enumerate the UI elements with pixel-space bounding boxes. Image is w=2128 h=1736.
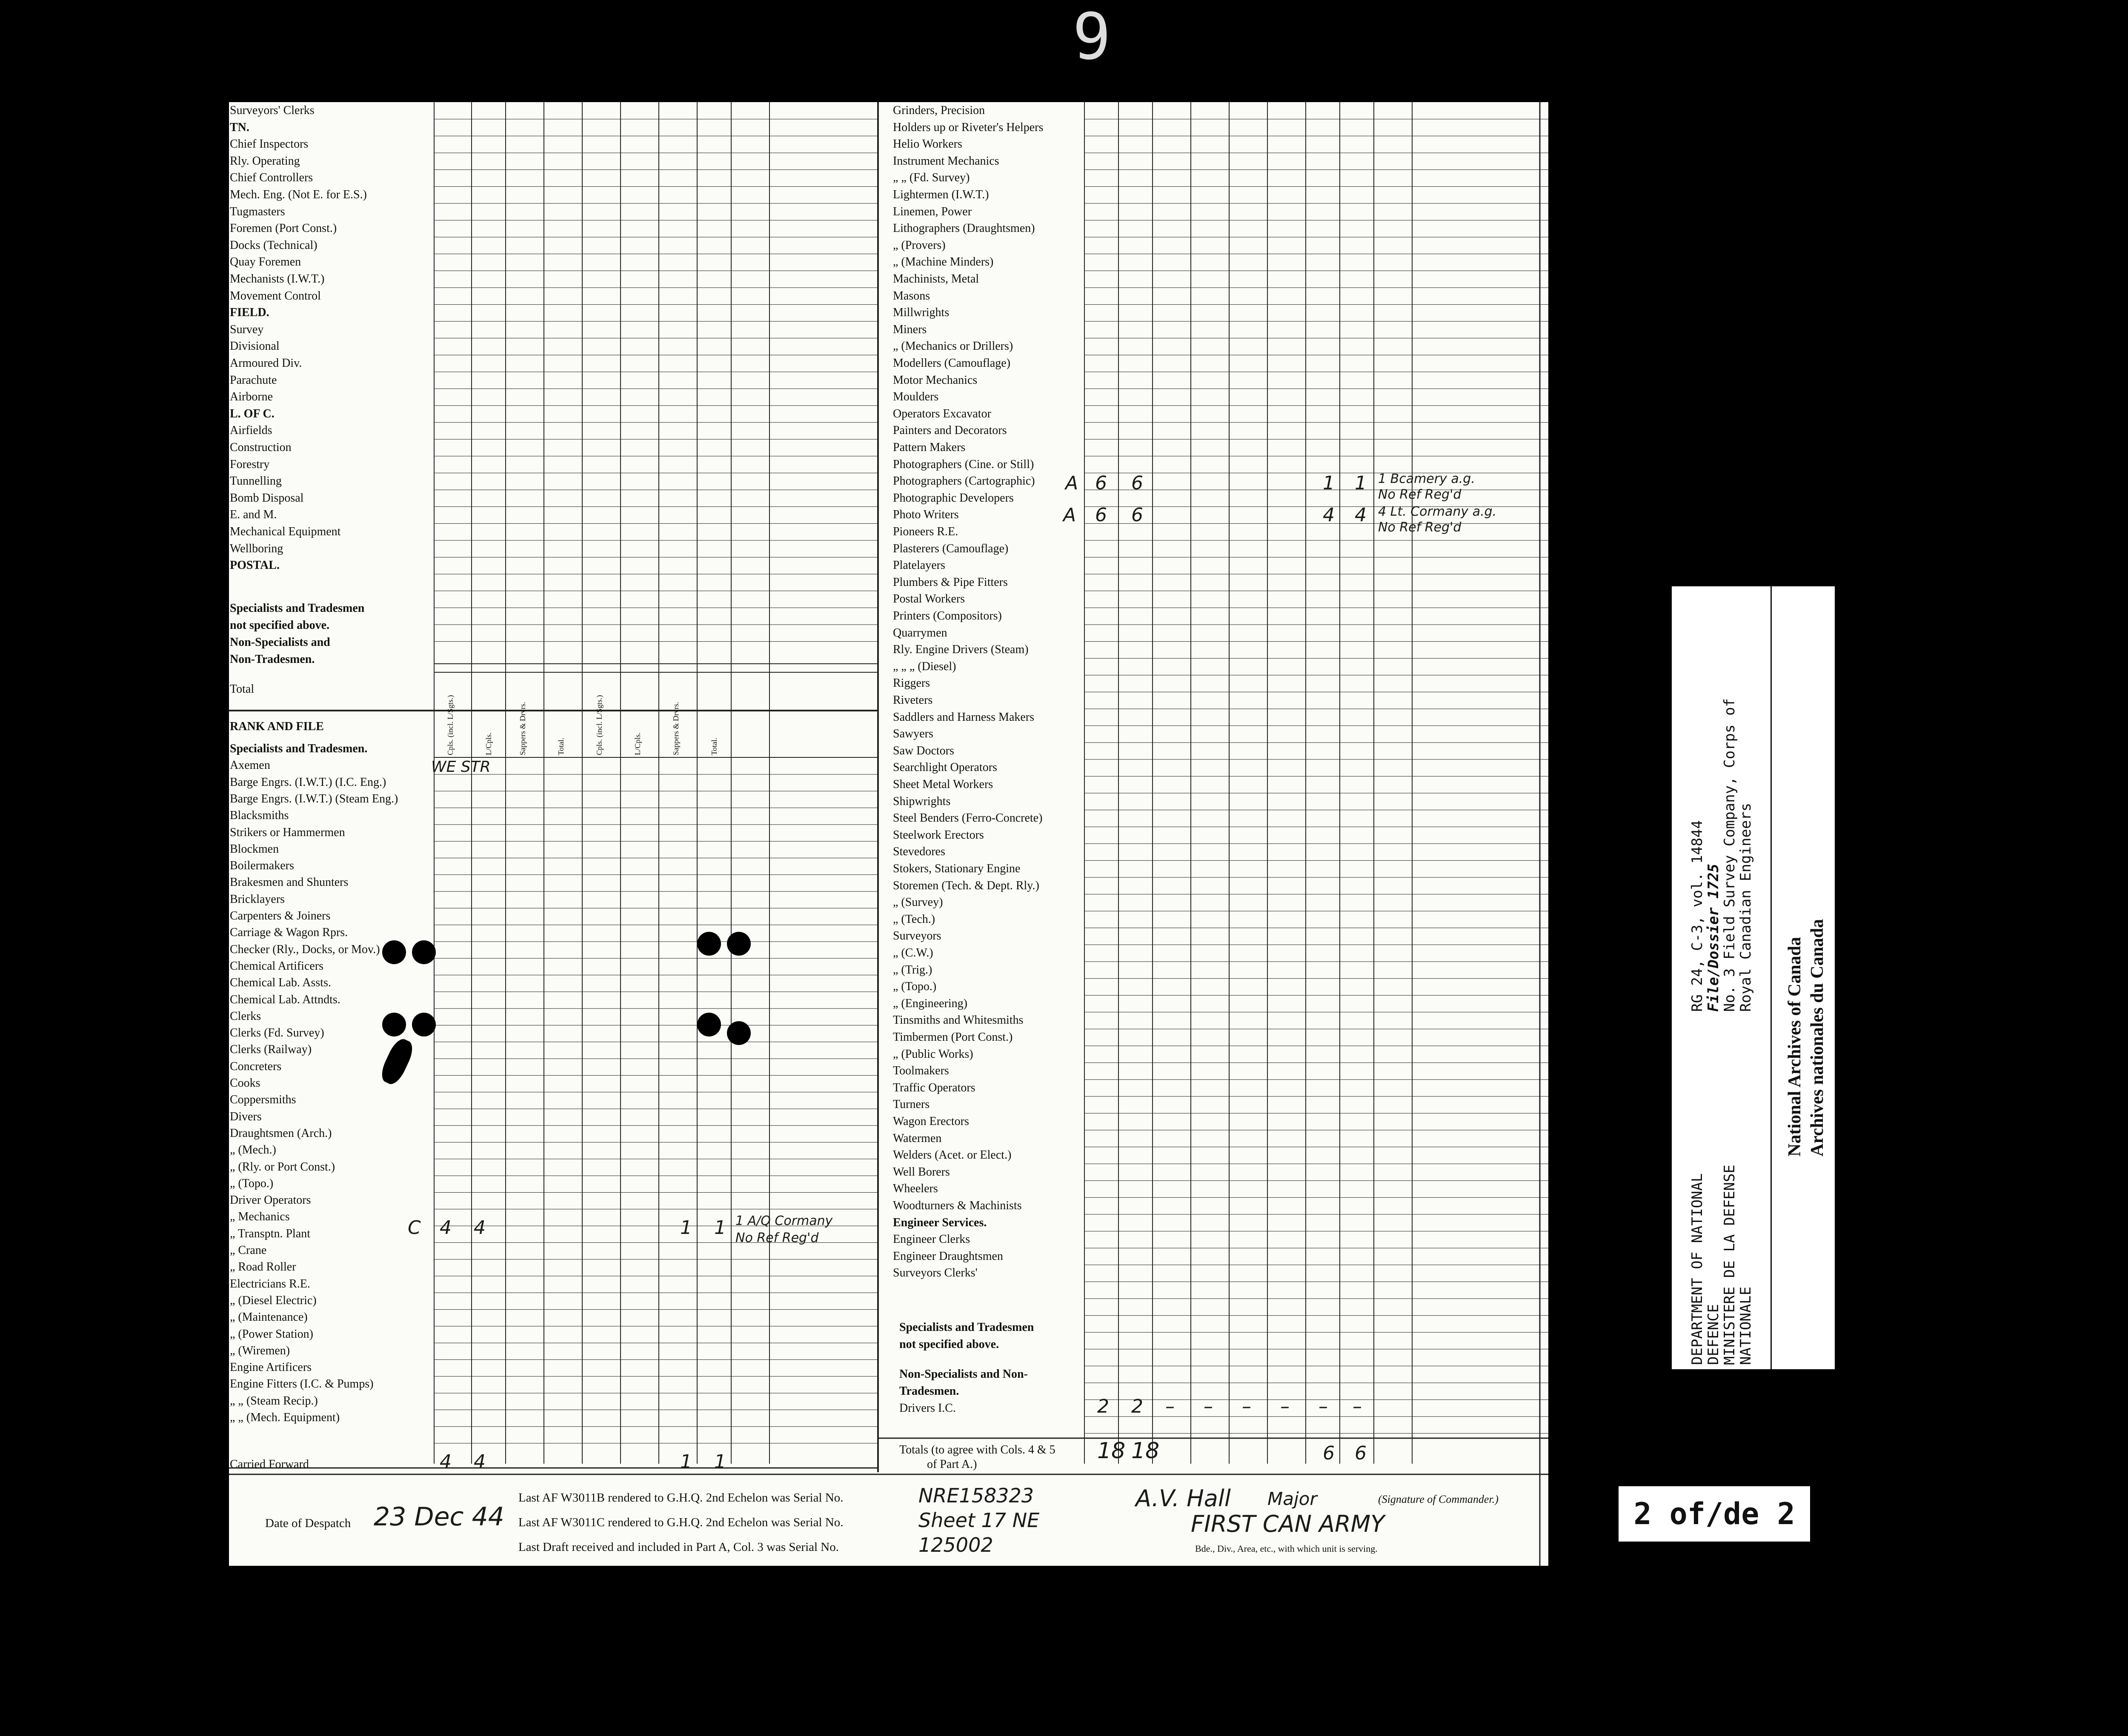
row-label: Stokers, Stationary Engine [893,862,1021,875]
hw-pw-note-1: 4 Lt. Cormany a.g. [1378,504,1497,519]
row-label: Concreters [230,1059,282,1073]
row-label: Postal Workers [893,592,965,606]
carried-forward-label: Carried Forward [230,1458,309,1471]
row-label: „ „ (Steam Recip.) [230,1394,318,1408]
hw-pw-1: 6 [1095,504,1107,526]
row-label: Storemen (Tech. & Dept. Rly.) [893,879,1039,892]
row-label: Toolmakers [893,1064,949,1078]
row-label: „ Mechanics [230,1210,290,1224]
row-label: „ (Mechanics or Drillers) [893,340,1013,353]
row-label: Miners [893,323,927,336]
hw-axemen: WE STR [431,758,491,776]
form-grid [229,102,1548,1566]
hw-driver-entry: – [1204,1396,1213,1417]
row-label: Movement Control [230,289,321,303]
row-label: Well Borers [893,1165,950,1179]
hw-total-1: 18 [1097,1438,1126,1464]
row-label: Watermen [893,1131,942,1145]
row-label: Barge Engrs. (I.W.T.) (I.C. Eng.) [230,775,386,789]
hw-driver-entry: – [1353,1396,1362,1417]
archive-dept-1: DEPARTMENT OF NATIONAL [1689,1173,1706,1365]
hw-mech-note-2: No Ref Reg'd [735,1231,819,1245]
despatch-label: Date of Despatch [265,1516,351,1530]
hw-pw-4: 4 [1355,504,1367,526]
row-label: Checker (Rly., Docks, or Mov.) [230,942,380,956]
archive-label-card [1672,586,1833,1369]
col-header: L/Cpls. [633,732,642,755]
row-label: Non-Specialists and Non- [899,1368,1028,1381]
row-label: Coppersmiths [230,1093,296,1107]
row-label: Clerks [230,1009,261,1023]
row-label: Motor Mechanics [893,373,978,387]
drivers-label: Drivers I.C. [899,1402,956,1415]
row-label: FIELD. [230,306,269,320]
row-label: Lithographers (Draughtsmen) [893,222,1035,235]
hw-cf-n1: 4 [440,1451,452,1473]
row-label: Construction [230,441,292,454]
row-label: „ „ (Fd. Survey) [893,171,970,185]
hw-pw-2: 6 [1131,504,1143,526]
row-label: POSTAL. [230,559,280,572]
row-label: Modellers (Camouflage) [893,357,1011,370]
row-label: Shipwrights [893,794,951,808]
row-label: Quay Foremen [230,255,301,269]
hw-total-2: 18 [1131,1438,1160,1464]
col-header: Cpls. (incl. L/Sgts.) [446,695,455,755]
row-label: Rly. Operating [230,154,300,168]
row-label: Carpenters & Joiners [230,909,331,922]
row-label: Driver Operators [230,1194,311,1207]
row-label: E. and M. [230,508,277,522]
row-label: Tinsmiths and Whitesmiths [893,1014,1024,1027]
row-label: „ (Provers) [893,238,946,252]
row-label: „ (C.W.) [893,946,933,959]
row-label: Divers [230,1110,262,1123]
archive-ref-1: RG 24, C-3, vol. 14844 [1689,820,1706,1012]
row-label: Photographers (Cine. or Still) [893,457,1034,471]
row-label: Photo Writers [893,508,959,522]
row-label: Rly. Engine Drivers (Steam) [893,643,1029,657]
row-label: Clerks (Fd. Survey) [230,1026,324,1040]
row-label: Surveyors [893,929,941,943]
hw-total-3: 6 [1323,1442,1335,1464]
row-label: Engineer Draughtsmen [893,1249,1003,1263]
col-header: Total. [557,737,565,755]
row-label: Boilermakers [230,859,294,873]
hw-cart-4: 1 [1355,472,1367,494]
hw-driver-entry: – [1242,1396,1251,1417]
row-label: „ „ (Mech. Equipment) [230,1411,340,1424]
hw-driver-entry: 2 [1131,1396,1143,1417]
footer-line-1-value: NRE158323 [918,1484,1034,1507]
row-label: „ Road Roller [230,1260,296,1274]
row-label: Blockmen [230,842,279,856]
hw-cart-a: A [1065,472,1078,494]
totals-label: Totals (to agree with Cols. 4 & 5 [899,1443,1055,1456]
commander-rank: Major [1267,1488,1317,1509]
row-label: Saw Doctors [893,744,954,757]
punch-hole [697,1013,721,1036]
row-label: Clerks (Railway) [230,1043,312,1056]
signature-caption: (Signature of Commander.) [1378,1493,1499,1505]
row-label: Turners [893,1098,930,1111]
row-label: Riveters [893,694,933,707]
form-sheet [229,102,1548,1566]
row-label: Masons [893,289,930,303]
row-label: Airfields [230,424,272,437]
row-label: Mechanists (I.W.T.) [230,272,325,286]
row-label: Bricklayers [230,892,285,906]
row-label: Traffic Operators [893,1081,975,1094]
row-label: Saddlers and Harness Makers [893,710,1035,724]
formation-handwritten: FIRST CAN ARMY [1191,1510,1385,1537]
row-label: not specified above. [230,619,330,632]
row-label: Specialists and Tradesmen [899,1321,1034,1334]
row-label: Chemical Artificers [230,959,324,973]
punch-hole [412,1013,436,1036]
hw-driver-entry: 2 [1097,1396,1109,1417]
row-label: Cooks [230,1076,260,1090]
row-label: Platelayers [893,559,945,572]
part-badge: 2 of/de 2 [1617,1485,1811,1543]
row-label: L. OF C. [230,407,275,420]
hw-cf-n3: 1 [680,1451,692,1473]
row-label: Printers (Compositors) [893,609,1002,622]
row-label: Linemen, Power [893,205,972,218]
row-label: Instrument Mechanics [893,154,999,168]
hw-mech-n2: 4 [474,1217,486,1239]
row-label: Blacksmiths [230,809,289,822]
row-label: „ Crane [230,1244,267,1257]
row-label: Photographers (Cartographic) [893,474,1035,488]
row-label: „ (Survey) [893,896,943,909]
footer-line-2: Last AF W3011C rendered to G.H.Q. 2nd Echelon was Serial No. [518,1516,844,1529]
despatch-date: 23 Dec 44 [374,1502,504,1532]
hw-cart-note-2: No Ref Reg'd [1378,487,1462,502]
row-label: Steelwork Erectors [893,828,984,842]
row-label: Chemical Lab. Attndts. [230,993,340,1006]
row-label: Helio Workers [893,137,962,151]
row-label: Surveyors Clerks' [893,1266,978,1280]
row-label: Quarrymen [893,626,947,640]
punch-hole [382,940,406,964]
row-label: „ (Maintenance) [230,1311,308,1324]
row-label: TN. [230,120,249,134]
row-label: Millwrights [893,306,950,320]
row-label: Axemen [230,759,270,772]
row-label: not specified above. [899,1338,999,1351]
hw-mech-note-1: 1 A/Q Cormany [735,1213,833,1228]
row-label: „ (Machine Minders) [893,255,994,269]
row-label: Draughtsmen (Arch.) [230,1126,332,1140]
row-label: Riggers [893,677,930,690]
row-label: Engineer Services. [893,1216,987,1229]
row-label: Moulders [893,390,939,404]
punch-hole [382,1013,406,1036]
row-label: Pioneers R.E. [893,525,958,538]
row-label: Wheelers [893,1182,938,1196]
row-label: Foremen (Port Const.) [230,222,337,235]
hw-total-4: 6 [1355,1442,1367,1464]
row-label: Grinders, Precision [893,104,985,117]
row-label: „ (Mech.) [230,1143,276,1157]
row-label: Stevedores [893,845,945,859]
row-label: Non-Tradesmen. [230,653,315,666]
row-label: Non-Specialists and [230,636,330,649]
row-label: Forestry [230,457,270,471]
row-label: „ (Public Works) [893,1047,973,1061]
punch-hole [727,932,751,956]
row-label: Airborne [230,390,273,404]
row-label: Survey [230,323,264,336]
rank-file-heading: RANK AND FILE [230,720,324,733]
hw-cart-note-1: 1 Bcamery a.g. [1378,471,1475,486]
row-label: Divisional [230,340,280,353]
footer-line-2-value: Sheet 17 NE [918,1509,1040,1532]
row-label: Engine Fitters (I.C. & Pumps) [230,1377,374,1391]
archive-ref-4: Royal Canadian Engineers [1737,802,1754,1012]
hw-pw-3: 4 [1323,504,1335,526]
hw-mech-n3: 1 [680,1217,692,1239]
row-label: Plasterers (Camouflage) [893,542,1009,555]
archives-en: National Archives of Canada [1785,937,1805,1156]
row-label: Barge Engrs. (I.W.T.) (Steam Eng.) [230,792,398,805]
page-mark: 9 [1073,0,1111,74]
hw-driver-entry: – [1280,1396,1290,1417]
row-label: Tugmasters [230,205,285,218]
col-header: L/Cpls. [484,732,493,755]
row-label: Brakesmen and Shunters [230,876,349,889]
row-label: Chief Controllers [230,171,313,185]
row-label: Welders (Acet. or Elect.) [893,1148,1012,1162]
hw-cart-3: 1 [1323,472,1335,494]
row-label: „ (Rly. or Port Const.) [230,1160,335,1174]
row-label: Specialists and Tradesmen. [230,742,368,755]
row-label: Surveyors' Clerks [230,104,315,117]
col-header: Sappers & Drvrs. [672,702,680,755]
row-label: Mechanical Equipment [230,525,341,538]
row-label: Specialists and Tradesmen [230,602,365,615]
hw-cart-2: 6 [1131,472,1143,494]
row-label: Machinists, Metal [893,272,979,286]
row-label: Armoured Div. [230,357,302,370]
row-label: Bomb Disposal [230,491,304,505]
row-label: Wagon Erectors [893,1115,969,1128]
col-header: Total. [710,737,718,755]
row-label: „ (Tech.) [893,912,935,926]
total-label: Total [230,682,255,696]
hw-pw-a: A [1063,504,1076,526]
totals-label-2: of Part A.) [927,1458,977,1471]
archive-dept-4: NATIONALE [1737,1286,1754,1365]
row-label: Electricians R.E. [230,1277,310,1291]
col-header: Cpls. (incl. L/Sgts.) [595,695,604,755]
punch-hole [412,940,436,964]
row-label: Steel Benders (Ferro-Concrete) [893,811,1043,825]
row-label: Sheet Metal Workers [893,778,993,791]
hw-mech-n1: 4 [440,1217,452,1239]
footer-line-3: Last Draft received and included in Part A, Col. 3 was Serial No. [518,1540,839,1554]
row-label: Wellboring [230,542,283,555]
row-label: Engineer Clerks [893,1233,970,1246]
row-label: „ (Diesel Electric) [230,1293,317,1307]
archives-fr: Archives nationales du Canada [1808,919,1827,1156]
row-label: Tradesmen. [899,1385,959,1398]
hw-cart-1: 6 [1095,472,1107,494]
formation-caption: Bde., Div., Area, etc., with which unit is serving. [1195,1543,1378,1554]
row-label: Chief Inspectors [230,137,309,151]
row-label: „ „ „ (Diesel) [893,660,956,673]
row-label: Strikers or Hammermen [230,825,345,839]
archive-dept-3: MINISTERE DE LA DEFENSE [1721,1165,1738,1365]
row-label: Woodturners & Machinists [893,1199,1022,1212]
row-label: Pattern Makers [893,441,966,454]
commander-signature: A.V. Hall [1136,1485,1231,1512]
hw-driver-entry: – [1165,1396,1175,1417]
row-label: „ (Wiremen) [230,1344,290,1357]
archive-dept-2: DEFENCE [1705,1304,1722,1365]
row-label: „ (Topo.) [893,980,937,994]
footer-line-3-value: 125002 [918,1533,993,1556]
row-label: Painters and Decorators [893,424,1007,437]
row-label: „ (Engineering) [893,996,967,1010]
row-label: Timbermen (Port Const.) [893,1031,1013,1044]
row-label: Plumbers & Pipe Fitters [893,575,1008,589]
row-label: Chemical Lab. Assts. [230,976,331,990]
row-label: Sawyers [893,727,933,741]
row-label: Operators Excavator [893,407,991,420]
hw-pw-note-2: No Ref Reg'd [1378,520,1462,535]
row-label: „ (Power Station) [230,1327,313,1341]
hw-cf-n2: 4 [474,1451,486,1473]
archive-ref-2: File/Dossier 1725 [1705,864,1722,1012]
hw-cf-n4: 1 [714,1451,726,1473]
row-label: Tunnelling [230,474,282,488]
hw-driver-entry: – [1319,1396,1328,1417]
row-label: Searchlight Operators [893,761,997,774]
punch-hole [727,1021,751,1045]
row-label: „ (Trig.) [893,963,932,976]
row-label: Docks (Technical) [230,238,317,252]
archive-ref-3: No. 3 Field Survey Company, Corps of [1721,698,1738,1012]
hw-mech-n4: 1 [714,1217,726,1239]
row-label: Photographic Developers [893,491,1014,505]
footer-line-1: Last AF W3011B rendered to G.H.Q. 2nd Echelon was Serial No. [518,1491,844,1505]
row-label: Carriage & Wagon Rprs. [230,926,348,939]
row-label: Lightermen (I.W.T.) [893,188,989,201]
row-label: „ Transptn. Plant [230,1227,311,1240]
row-label: Mech. Eng. (Not E. for E.S.) [230,188,367,201]
row-label: Parachute [230,373,277,387]
row-label: Engine Artificers [230,1361,312,1374]
punch-hole [697,932,721,956]
col-header: Sappers & Drvrs. [518,702,527,755]
row-label: „ (Topo.) [230,1176,274,1190]
row-label: Holders up or Riveter's Helpers [893,120,1044,134]
hw-mechanics-code: C [408,1217,421,1239]
